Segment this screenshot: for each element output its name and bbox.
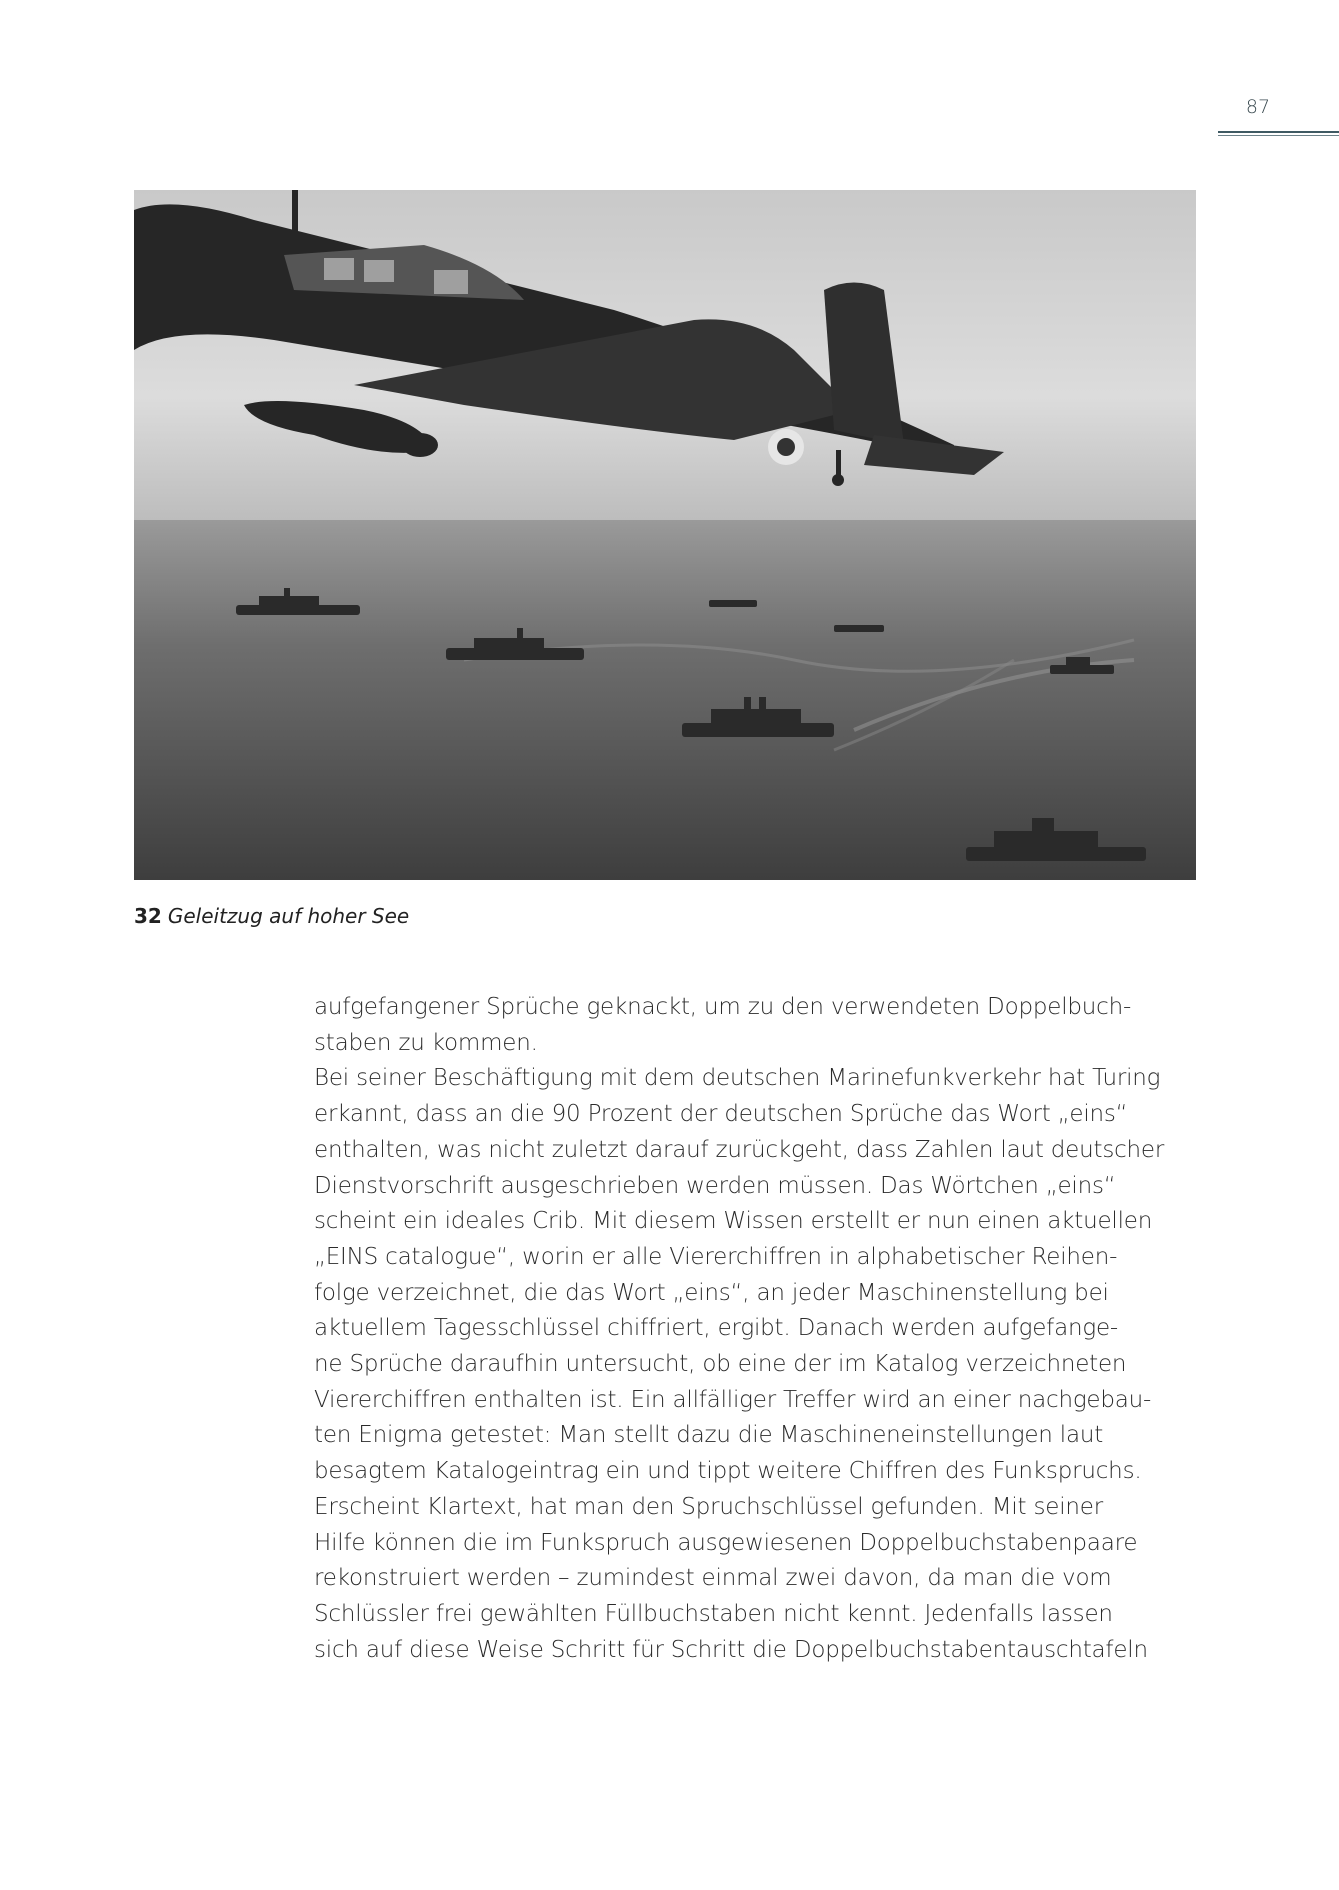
body-text: [314, 990, 1204, 1668]
header-rule-thin: [1218, 135, 1339, 136]
header-rule: [1218, 131, 1339, 133]
body-line: Bei seiner Beschäftigung mit dem deutschen Marinefunkverkehr hat Turing: [314, 1065, 1161, 1092]
page-number: 87: [1245, 96, 1271, 118]
body-line: Erscheint Klartext, hat man den Spruchschlüssel gefunden. Mit seiner: [314, 1493, 1103, 1520]
body-line: Hilfe können die im Funkspruch ausgewiesenen Doppelbuchstabenpaare: [314, 1529, 1138, 1556]
figure-caption-text: Geleitzug auf hoher See: [167, 904, 410, 928]
body-line: aufgefangener Sprüche geknackt, um zu den verwendeten Doppelbuch-: [314, 994, 1132, 1020]
body-line: rekonstruiert werden – zumindest einmal zwei davon, da man die vom: [314, 1565, 1112, 1592]
body-line: Dienstvorschrift ausgeschrieben werden müssen. Das Wörtchen „eins“: [314, 1172, 1116, 1199]
body-line: „EINS catalogue“, worin er alle Viererchiffren in alphabetischer Reihen-: [314, 1243, 1118, 1270]
figure-number: 32: [134, 904, 162, 928]
convoy-photograph: [134, 190, 1196, 880]
figure-caption: [134, 904, 1034, 928]
body-line: aktuellem Tagesschlüssel chiffriert, ergibt. Danach werden aufgefange-: [314, 1315, 1119, 1342]
body-line: enthalten, was nicht zuletzt darauf zurückgeht, dass Zahlen laut deutscher: [314, 1136, 1165, 1163]
body-line: besagtem Katalogeintrag ein und tippt weitere Chiffren des Funkspruchs.: [314, 1458, 1142, 1485]
body-line: staben zu kommen.: [314, 1029, 538, 1056]
body-line: erkannt, dass an die 90 Prozent der deutschen Sprüche das Wort „eins“: [314, 1101, 1128, 1128]
body-line: folge verzeichnet, die das Wort „eins“, an jeder Maschinenstellung bei: [314, 1279, 1109, 1306]
body-line: Schlüssler frei gewählten Füllbuchstaben nicht kennt. Jedenfalls lassen: [314, 1600, 1113, 1627]
body-line: sich auf diese Weise Schritt für Schritt die Doppelbuchstabentauschtafeln: [314, 1636, 1148, 1663]
body-line: Viererchiffren enthalten ist. Ein allfälliger Treffer wird an einer nachgebau-: [314, 1386, 1152, 1413]
body-line: ne Sprüche daraufhin untersucht, ob eine der im Katalog verzeichneten: [314, 1351, 1127, 1378]
body-line: scheint ein ideales Crib. Mit diesem Wissen erstellt er nun einen aktuellen: [314, 1208, 1153, 1235]
body-line: ten Enigma getestet: Man stellt dazu die Maschineneinstellungen laut: [314, 1422, 1104, 1449]
